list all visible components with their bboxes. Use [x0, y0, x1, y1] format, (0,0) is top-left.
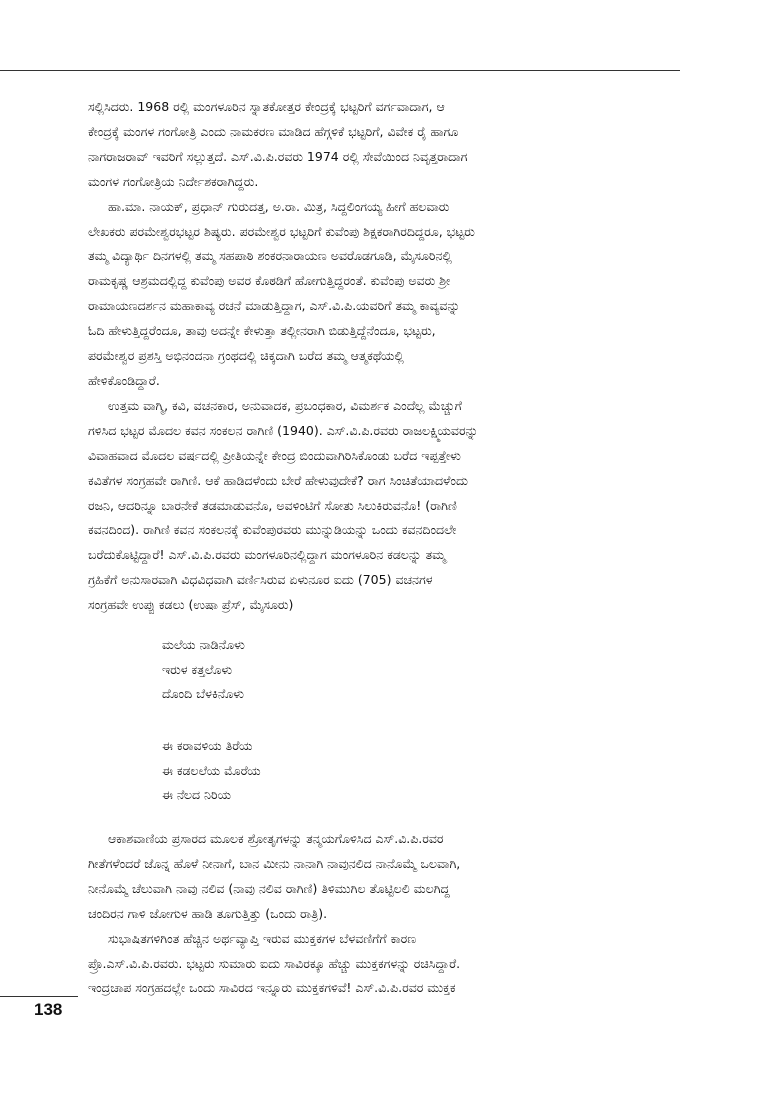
text-line: ಸುಭಾಷಿತಗಳಿಗಿಂತ ಹೆಚ್ಚಿನ ಅರ್ಥವ್ಯಾಪ್ತಿ ಇರುವ ಮುಕ್ತಕಗಳ ಬೆಳವಣಿಗೆಗೆ ಕಾರಣ — [108, 930, 417, 946]
text-line: ಓದಿ ಹೇಳುತ್ತಿದ್ದರೆಂದೂ, ತಾವು ಅದನ್ನೇ ಕೇಳುತ್ತಾ ತಲ್ಲೀನರಾಗಿ ಬಿಡುತ್ತಿದ್ದೆನೆಂದೂ, ಭಟ್ಟರು, — [88, 323, 436, 339]
text-line: ಕವಿತೆಗಳ ಸಂಗ್ರಹವೇ ರಾಗಿಣಿ. ಆಕೆ ಹಾಡಿದಳೆಂದು ಬೇರೆ ಹೇಳುವುದೇಕೆ? ರಾಗ ಸಿಂಚಿತೆಯಾದಳೆಂದು — [88, 472, 468, 488]
text-line: ಲೇಖಕರು ಪರಮೇಶ್ವರಭಟ್ಟರ ಶಿಷ್ಯರು. ಪರಮೇಶ್ವರ ಭಟ್ಟರಿಗೆ ಕುವೆಂಪು ಶಿಕ್ಷಕರಾಗಿರದಿದ್ದರೂ, ಭಟ್ಟರು — [88, 223, 475, 239]
text-line: ಮಂಗಳ ಗಂಗೋತ್ರಿಯ ನಿರ್ದೇಶಕರಾಗಿದ್ದರು. — [88, 173, 259, 189]
text-line: ಕೇಂದ್ರಕ್ಕೆ ಮಂಗಳ ಗಂಗೋತ್ರಿ ಎಂದು ನಾಮಕರಣ ಮಾಡಿದ ಹೆಗ್ಗಳಿಕೆ ಭಟ್ಟರಿಗೆ, ವಿವೇಕ ರೈ ಹಾಗೂ — [88, 123, 459, 139]
text-line: ಕವನದಿಂದ). ರಾಗಿಣಿ ಕವನ ಸಂಕಲನಕ್ಕೆ ಕುವೆಂಪುರವರು ಮುನ್ನುಡಿಯನ್ನು ಒಂದು ಕವನದಿಂದಲೇ — [88, 522, 457, 538]
body-text-top — [88, 95, 688, 618]
text-line: ಹಾ.ಮಾ. ನಾಯಕ್, ಪ್ರಧಾನ್ ಗುರುದತ್ತ, ಅ.ರಾ. ಮಿತ್ರ, ಸಿದ್ದಲಿಂಗಯ್ಯ ಹೀಗೆ ಹಲವಾರು — [108, 198, 450, 214]
verse-line: ಈ ನೆಲದ ನಿರಿಯ — [162, 787, 231, 802]
verse-line: ಈ ಕಡಲಲೆಯ ಮೊರೆಯ — [162, 762, 261, 778]
text-line: ಗ್ರಹಿಕೆಗೆ ಅನುಸಾರವಾಗಿ ವಿಧವಿಧವಾಗಿ ವರ್ಣಿಸಿರುವ ಏಳುನೂರ ಐದು (705) ವಚನಗಳ — [88, 572, 433, 588]
body-text-bottom — [88, 827, 688, 1001]
verse-line: ಈ ಕರಾವಳಿಯ ತಿರೆಯ — [162, 738, 253, 753]
text-line: ಇಂದ್ರಚಾಪ ಸಂಗ್ರಹದಲ್ಲೇ ಒಂದು ಸಾವಿರದ ಇನ್ನೂರು ಮುಕ್ತಕಗಳಿವೆ! ಎಸ್.ವಿ.ಪಿ.ರವರ ಮುಕ್ತಕ — [88, 980, 456, 996]
verse-line: ಮಲೆಯ ನಾಡಿನೊಳು — [162, 637, 245, 652]
text-line: ಆಕಾಶವಾಣಿಯ ಪ್ರಸಾರದ ಮೂಲಕ ಶ್ರೋತೃಗಳನ್ನು ತನ್ಮಯಗೊಳಿಸಿದ ಎಸ್.ವಿ.ಪಿ.ರವರ — [108, 831, 444, 846]
text-line: ಬರೆದುಕೊಟ್ಟಿದ್ದಾರೆ! ಎಸ್.ವಿ.ಪಿ.ರವರು ಮಂಗಳೂರಿನಲ್ಲಿದ್ದಾಗ ಮಂಗಳೂರಿನ ಕಡಲನ್ನು ತಮ್ಮ — [88, 547, 446, 563]
text-line: ಗೀತೆಗಳೆಂದರೆ ಜೊನ್ನ ಹೊಳೆ ನೀನಾಗೆ, ಬಾನ ಮೀನು ನಾನಾಗಿ ನಾವುನಲಿದ ನಾನೊಮ್ಮೆ ಒಲವಾಗಿ, — [88, 855, 461, 871]
text-line: ಪರಮೇಶ್ವರ ಪ್ರಶಸ್ತಿ ಅಭಿನಂದನಾ ಗ್ರಂಥದಲ್ಲಿ ಚಿಕ್ಕದಾಗಿ ಬರೆದ ತಮ್ಮ ಆತ್ಮಕಥೆಯಲ್ಲಿ — [88, 348, 404, 364]
text-line: ತಮ್ಮ ವಿದ್ಯಾರ್ಥಿ ದಿನಗಳಲ್ಲಿ ತಮ್ಮ ಸಹಪಾಠಿ ಶಂಕರನಾರಾಯಣ ಅವರೊಡಗೂಡಿ, ಮೈಸೂರಿನಲ್ಲಿ — [88, 248, 452, 264]
text-line: ರಜನಿ, ಆದರಿನ್ನೂ ಬಾರನೇಕೆ ತಡಮಾಡುವನೊ, ಅವಳಿಂಟಿಗೆ ಸೋತು ಸಿಲುಕಿರುವನೊ! (ರಾಗಿಣಿ — [88, 497, 457, 513]
text-line: ನಾಗರಾಜರಾವ್ ಇವರಿಗೆ ಸಲ್ಲುತ್ತದೆ. ಎಸ್.ವಿ.ಪಿ.ರವರು 1974 ರಲ್ಲಿ ಸೇವೆಯಿಂದ ನಿವೃತ್ತರಾದಾಗ — [88, 148, 468, 164]
verse-stanza-1 — [162, 633, 462, 707]
text-line: ಚಂದಿರನ ಗಾಳಿ ಜೋಗುಳ ಹಾಡಿ ತೂಗುತ್ತಿತ್ತು (ಒಂದು ರಾತ್ರಿ). — [88, 905, 328, 921]
text-line: ಸಲ್ಲಿಸಿದರು. 1968 ರಲ್ಲಿ ಮಂಗಳೂರಿನ ಸ್ನಾತಕೋತ್ತರ ಕೇಂದ್ರಕ್ಕೆ ಭಟ್ಟರಿಗೆ ವರ್ಗವಾದಾಗ, ಆ — [88, 99, 445, 114]
bottom-rule — [0, 996, 78, 997]
text-line: ನೀನೊಮ್ಮೆ ಚೆಲುವಾಗಿ ನಾವು ನಲಿವ (ನಾವು ನಲಿವ ರಾಗಿಣಿ) ತಿಳಿಮುಗಿಲ ತೊಟ್ಟಿಲಲಿ ಮಲಗಿದ್ದ — [88, 880, 450, 896]
text-line: ರಾಮಾಯಣದರ್ಶನ ಮಹಾಕಾವ್ಯ ರಚನೆ ಮಾಡುತ್ತಿದ್ದಾಗ, ಎಸ್.ವಿ.ಪಿ.ಯವರಿಗೆ ತಮ್ಮ ಕಾವ್ಯವನ್ನು — [88, 298, 461, 314]
verse-line: ಇರುಳ ಕತ್ತಲೊಳು — [162, 661, 233, 677]
text-line: ಹೇಳಿಕೊಂಡಿದ್ದಾರೆ. — [88, 372, 160, 388]
text-line: ಪ್ರೊ.ಎಸ್.ವಿ.ಪಿ.ರವರು. ಭಟ್ಟರು ಸುಮಾರು ಐದು ಸಾವಿರಕ್ಕೂ ಹೆಚ್ಚು ಮುಕ್ತಕಗಳನ್ನು ರಚಿಸಿದ್ದಾರೆ. — [88, 955, 461, 971]
text-line: ಗಳಿಸಿದ ಭಟ್ಟರ ಮೊದಲ ಕವನ ಸಂಕಲನ ರಾಗಿಣಿ (1940). ಎಸ್.ವಿ.ಪಿ.ರವರು ರಾಜಲಕ್ಷ್ಮಿಯವರನ್ನು — [88, 422, 479, 438]
top-rule — [0, 70, 680, 71]
verse-stanza-2 — [162, 734, 462, 808]
text-line: ರಾಮಕೃಷ್ಣ ಆಶ್ರಮದಲ್ಲಿದ್ದ ಕುವೆಂಪು ಅವರ ಕೊಠಡಿಗೆ ಹೋಗುತ್ತಿದ್ದರಂತೆ. ಕುವೆಂಪು ಅವರು ಶ್ರೀ — [88, 273, 451, 289]
verse-line: ದೊಂದಿ ಬೆಳಕಿನೊಳು — [162, 686, 244, 701]
text-line: ಸಂಗ್ರಹವೇ ಉಪ್ಪು ಕಡಲು (ಉಷಾ ಪ್ರೆಸ್, ಮೈಸೂರು) — [88, 597, 294, 613]
text-line: ಉತ್ತಮ ವಾಗ್ಮಿ, ಕವಿ, ವಚನಕಾರ, ಅನುವಾದಕ, ಪ್ರಬಂಧಕಾರ, ವಿಮರ್ಶಕ ಎಂದೆಲ್ಲ ಮೆಚ್ಚುಗೆ — [108, 397, 462, 413]
text-line: ವಿವಾಹವಾದ ಮೊದಲ ವರ್ಷದಲ್ಲಿ ಪ್ರೀತಿಯನ್ನೇ ಕೇಂದ್ರ ಬಿಂದುವಾಗಿರಿಸಿಕೊಂಡು ಬರೆದ ಇಪ್ಪತ್ತೇಳು — [88, 447, 461, 463]
page-number: 138 — [34, 1000, 63, 1019]
